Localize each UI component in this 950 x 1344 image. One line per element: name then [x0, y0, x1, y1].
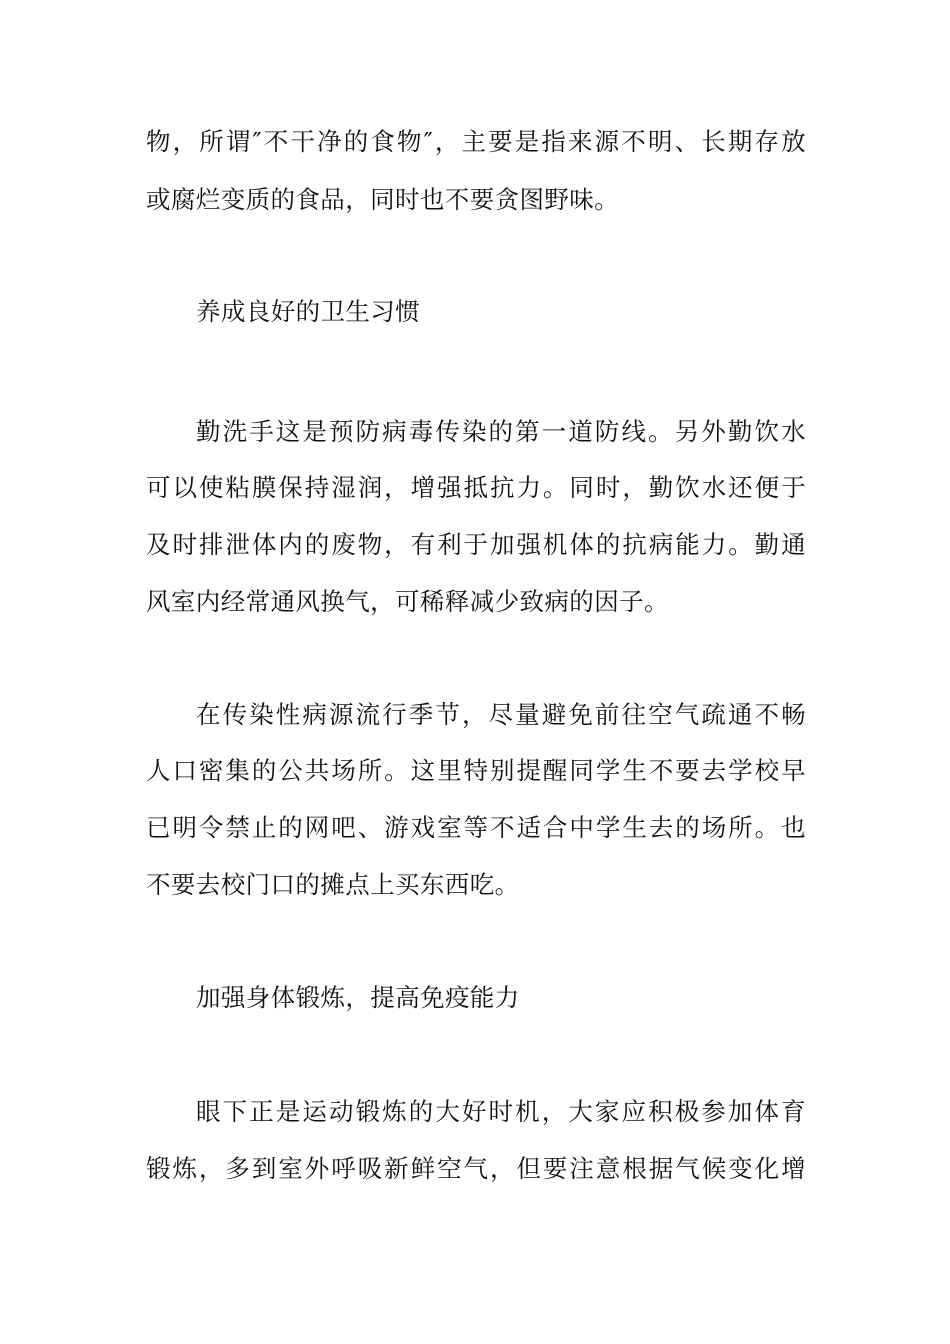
paragraph-line: 眼下正是运动锻炼的大好时机，大家应积极参加体育 [196, 1097, 806, 1126]
paragraph-line: 及时排泄体内的废物，有利于加强机体的抗病能力。勤通 [146, 530, 806, 559]
paragraph-line: 物，所谓″不干净的食物″，主要是指来源不明、长期存放 [146, 127, 806, 156]
section-heading: 养成良好的卫生习惯 [196, 297, 421, 326]
paragraph-line: 风室内经常通风换气，可稀释减少致病的因子。 [146, 587, 669, 616]
paragraph-line: 不要去校门口的摊点上买东西吃。 [146, 870, 520, 899]
paragraph-line: 或腐烂变质的食品，同时也不要贪图野味。 [146, 185, 620, 214]
paragraph-line: 已明令禁止的网吧、游戏室等不适合中学生去的场所。也 [146, 813, 806, 842]
paragraph-line: 勤洗手这是预防病毒传染的第一道防线。另外勤饮水 [196, 417, 806, 446]
paragraph-line: 可以使粘膜保持湿润，增强抵抗力。同时，勤饮水还便于 [146, 473, 806, 502]
section-heading: 加强身体锻炼，提高免疫能力 [196, 983, 520, 1012]
paragraph-line: 锻炼，多到室外呼吸新鲜空气，但要注意根据气候变化增 [146, 1154, 806, 1183]
paragraph-line: 人口密集的公共场所。这里特别提醒同学生不要去学校早 [146, 756, 806, 785]
paragraph-line: 在传染性病源流行季节，尽量避免前往空气疏通不畅 [196, 700, 806, 729]
